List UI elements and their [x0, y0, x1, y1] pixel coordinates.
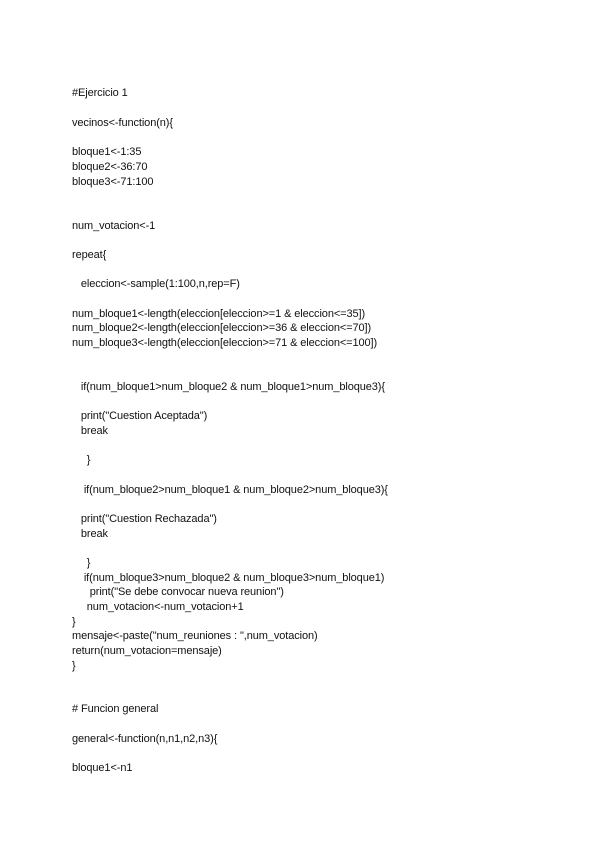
code-line: num_bloque2<-length(eleccion[eleccion>=36 & eleccion<=70]): [72, 322, 372, 334]
code-line: if(num_bloque1>num_bloque2 & num_bloque1>num_bloque3){: [72, 381, 385, 393]
code-line: }: [72, 660, 76, 672]
code-line: num_bloque3<-length(eleccion[eleccion>=71 & eleccion<=100]): [72, 337, 378, 349]
code-line: # Funcion general: [72, 703, 159, 715]
code-line: bloque1<-1:35: [72, 146, 142, 158]
code-line: bloque1<-n1: [72, 762, 133, 774]
code-line: print("Se debe convocar nueva reunion"): [72, 586, 284, 598]
code-line: }: [72, 454, 91, 466]
code-line: }: [72, 616, 76, 628]
code-line: mensaje<-paste("num_reuniones : ",num_votacion): [72, 630, 318, 642]
code-line: print("Cuestion Aceptada"): [72, 410, 208, 422]
code-line: num_bloque1<-length(eleccion[eleccion>=1 & eleccion<=35]): [72, 308, 366, 320]
code-line: if(num_bloque3>num_bloque2 & num_bloque3>num_bloque1): [72, 572, 385, 584]
code-line: vecinos<-function(n){: [72, 117, 173, 129]
code-line: num_votacion<-1: [72, 220, 156, 232]
code-line: bloque2<-36:70: [72, 161, 148, 173]
code-line: bloque3<-71:100: [72, 176, 154, 188]
code-line: general<-function(n,n1,n2,n3){: [72, 733, 218, 745]
code-line: #Ejercicio 1: [72, 87, 128, 99]
code-line: repeat{: [72, 249, 107, 261]
code-line: break: [72, 425, 108, 437]
code-line: if(num_bloque2>num_bloque1 & num_bloque2>num_bloque3){: [72, 484, 388, 496]
code-line: }: [72, 557, 91, 569]
code-line: eleccion<-sample(1:100,n,rep=F): [72, 278, 240, 290]
code-line: break: [72, 528, 108, 540]
code-line: num_votacion<-num_votacion+1: [72, 601, 244, 613]
code-line: return(num_votacion=mensaje): [72, 645, 222, 657]
code-line: print("Cuestion Rechazada"): [72, 513, 217, 525]
